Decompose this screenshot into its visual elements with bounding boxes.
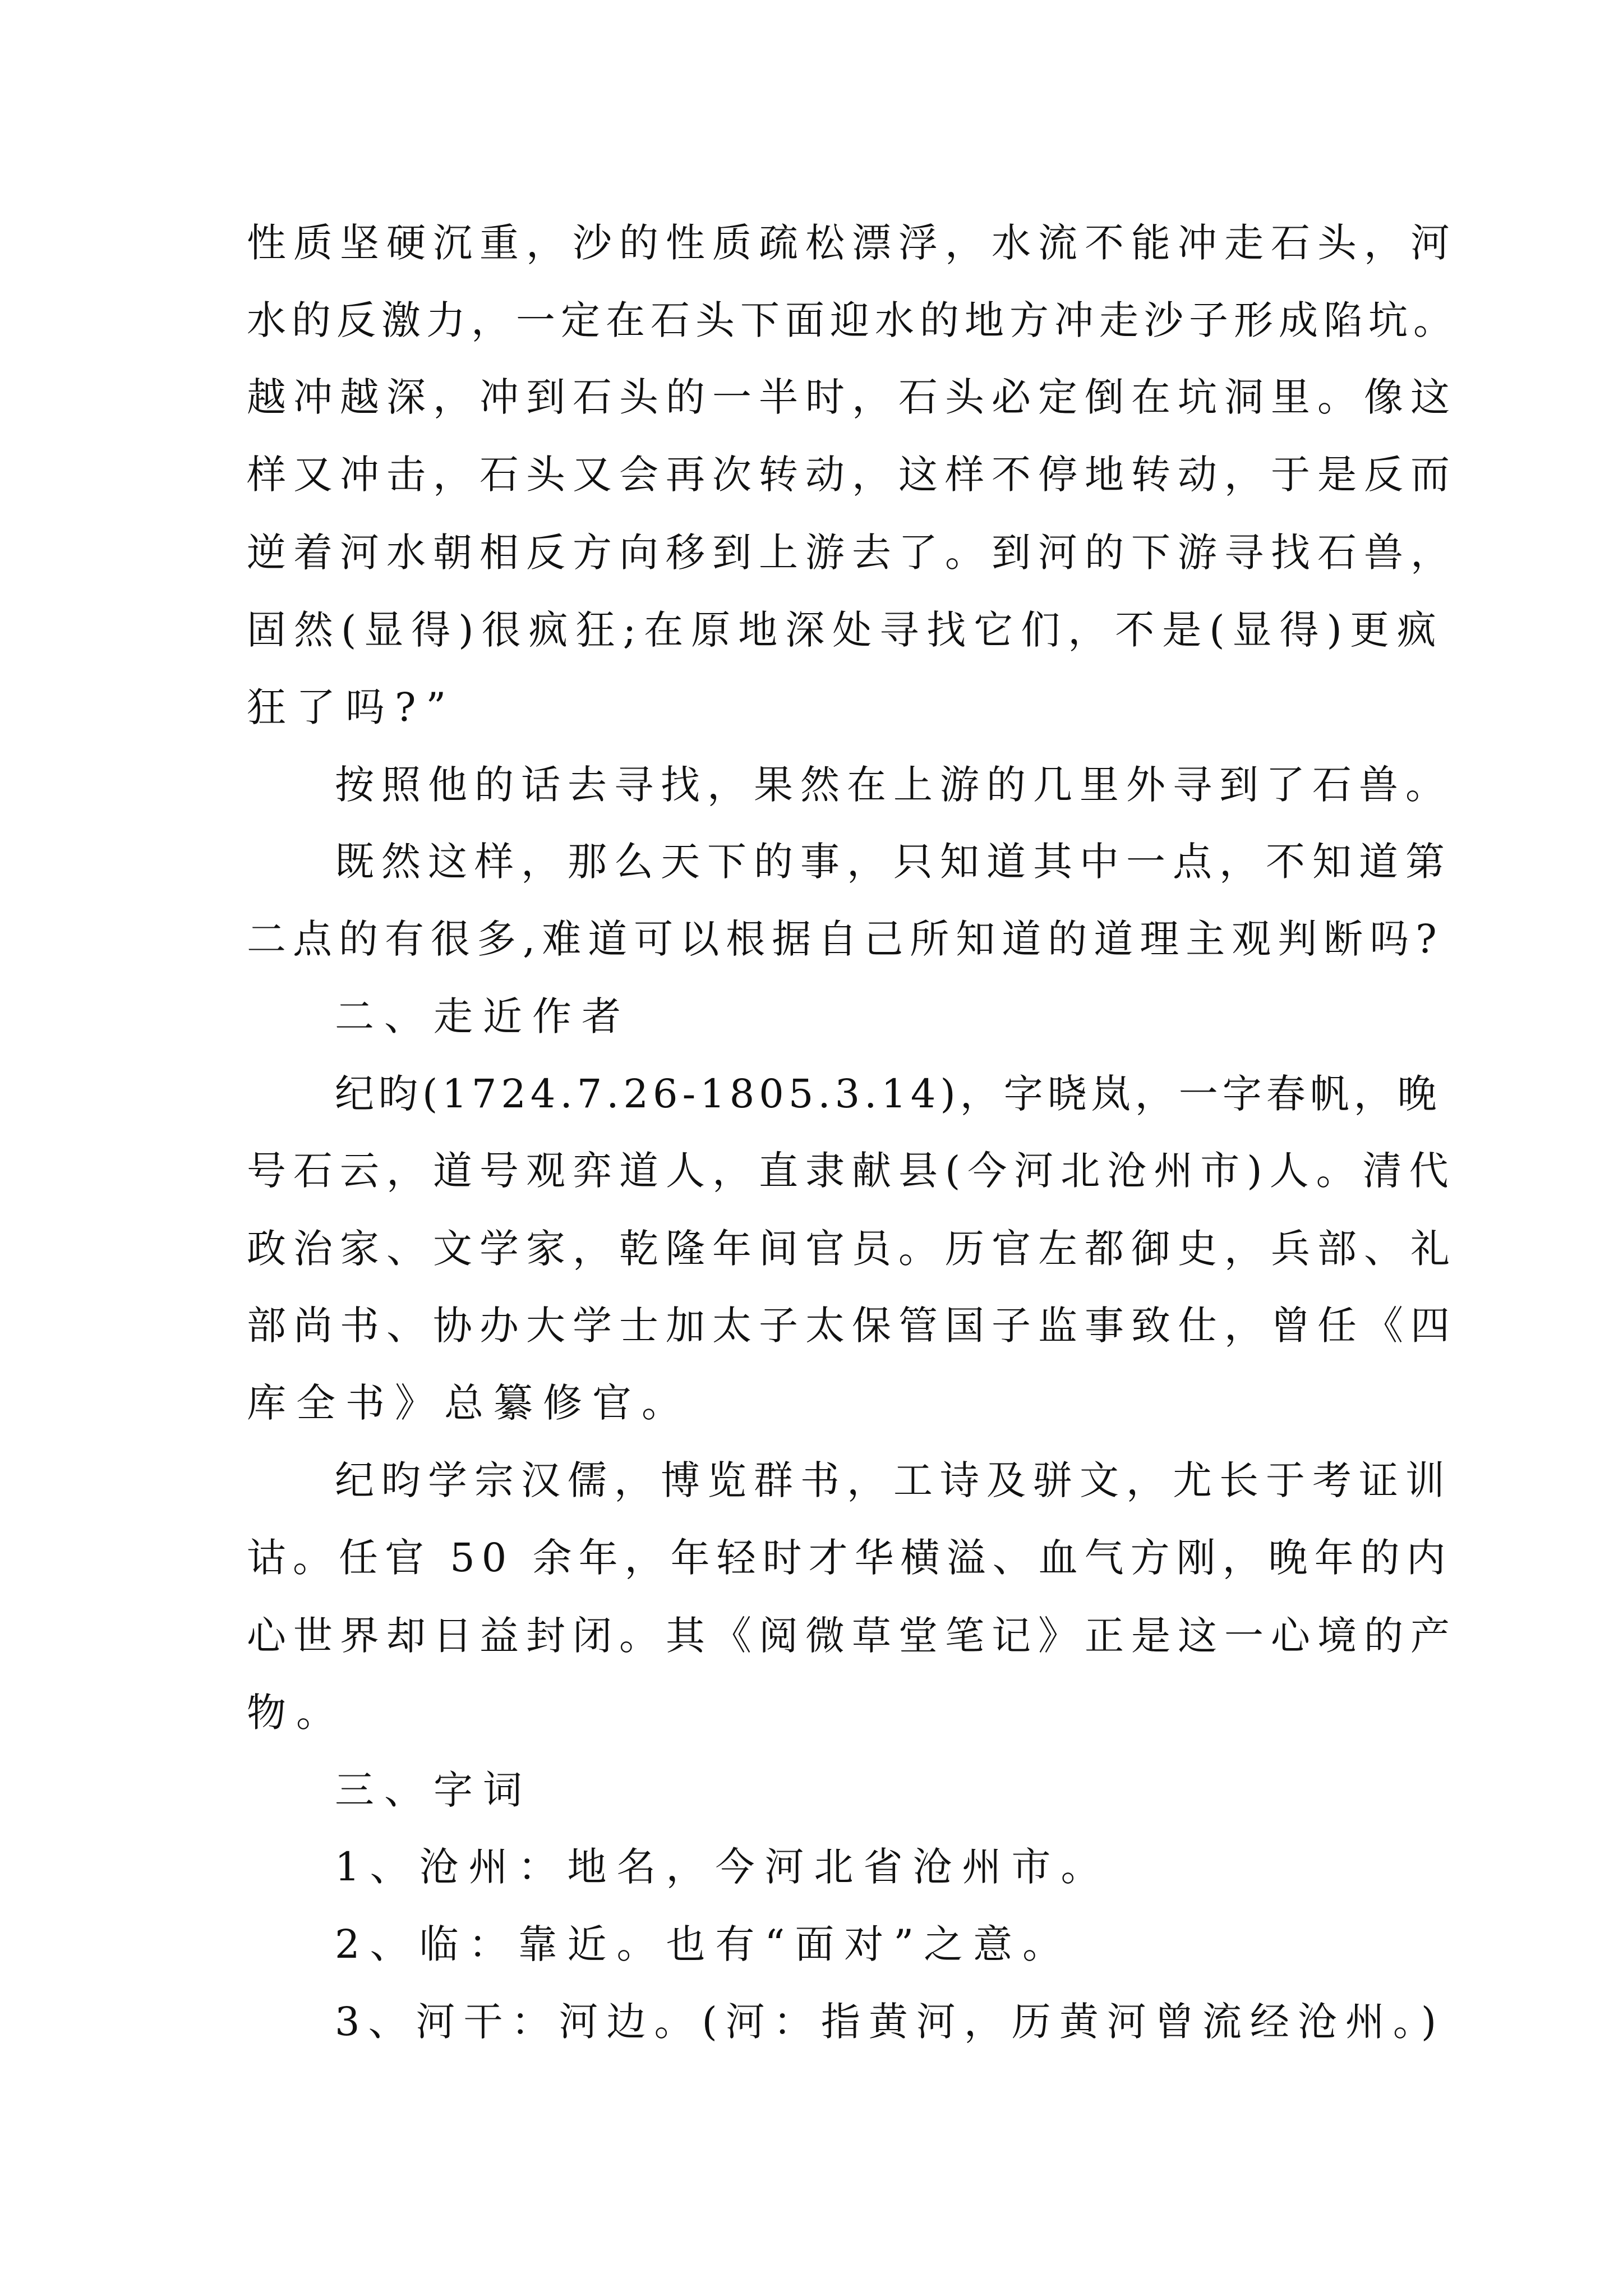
text-line: 心世界却日益封闭。其《阅微草堂笔记》正是这一心境的产	[247, 1613, 1457, 1659]
list-item: 2、临：靠近。也有“面对”之意。	[335, 1921, 1072, 1967]
section-heading: 三、字词	[335, 1767, 532, 1813]
paragraph-first-line: 既然这样，那么天下的事，只知道其中一点，不知道第	[335, 839, 1452, 885]
text-line: 诂。任官 50 余年，年轻时才华横溢、血气方刚，晚年的内	[247, 1535, 1453, 1581]
text-line: 狂了吗?”	[247, 684, 457, 730]
paragraph-first-line: 纪昀(1724.7.26-1805.3.14)，字晓岚，一字春帆，晚	[335, 1071, 1441, 1117]
text-line: 固然(显得)很疯狂;在原地深处寻找它们，不是(显得)更疯	[247, 607, 1444, 653]
text-line: 样又冲击，石头又会再次转动，这样不停地转动，于是反而	[247, 452, 1457, 498]
text-line: 二点的有很多,难道可以根据自己所知道的道理主观判断吗?	[247, 916, 1444, 962]
text-line: 水的反激力，一定在石头下面迎水的地方冲走沙子形成陷坑。	[247, 297, 1458, 343]
text-line: 政治家、文学家，乾隆年间官员。历官左都御史，兵部、礼	[247, 1226, 1457, 1272]
paragraph-first-line: 纪昀学宗汉儒，博览群书，工诗及骈文，尤长于考证训	[335, 1457, 1452, 1503]
text-line: 物。	[247, 1690, 345, 1736]
text-line: 越冲越深，冲到石头的一半时，石头必定倒在坑洞里。像这	[247, 374, 1457, 420]
section-heading: 二、走近作者	[335, 993, 631, 1039]
text-line: 号石云，道号观弈道人，直隶献县(今河北沧州市)人。清代	[247, 1148, 1456, 1194]
text-line: 部尚书、协办大学士加太子太保管国子监事致仕，曾任《四	[247, 1303, 1457, 1349]
paragraph-first-line: 按照他的话去寻找，果然在上游的几里外寻到了石兽。	[335, 762, 1452, 808]
text-line: 库全书》总纂修官。	[247, 1380, 691, 1426]
text-line: 性质坚硬沉重，沙的性质疏松漂浮，水流不能冲走石头，河	[247, 220, 1457, 266]
text-line: 逆着河水朝相反方向移到上游去了。到河的下游寻找石兽，	[247, 530, 1457, 576]
list-item: 1、沧州：地名，今河北省沧州市。	[335, 1844, 1110, 1890]
list-item: 3、河干：河边。(河：指黄河，历黄河曾流经沧州。)	[335, 1999, 1445, 2045]
